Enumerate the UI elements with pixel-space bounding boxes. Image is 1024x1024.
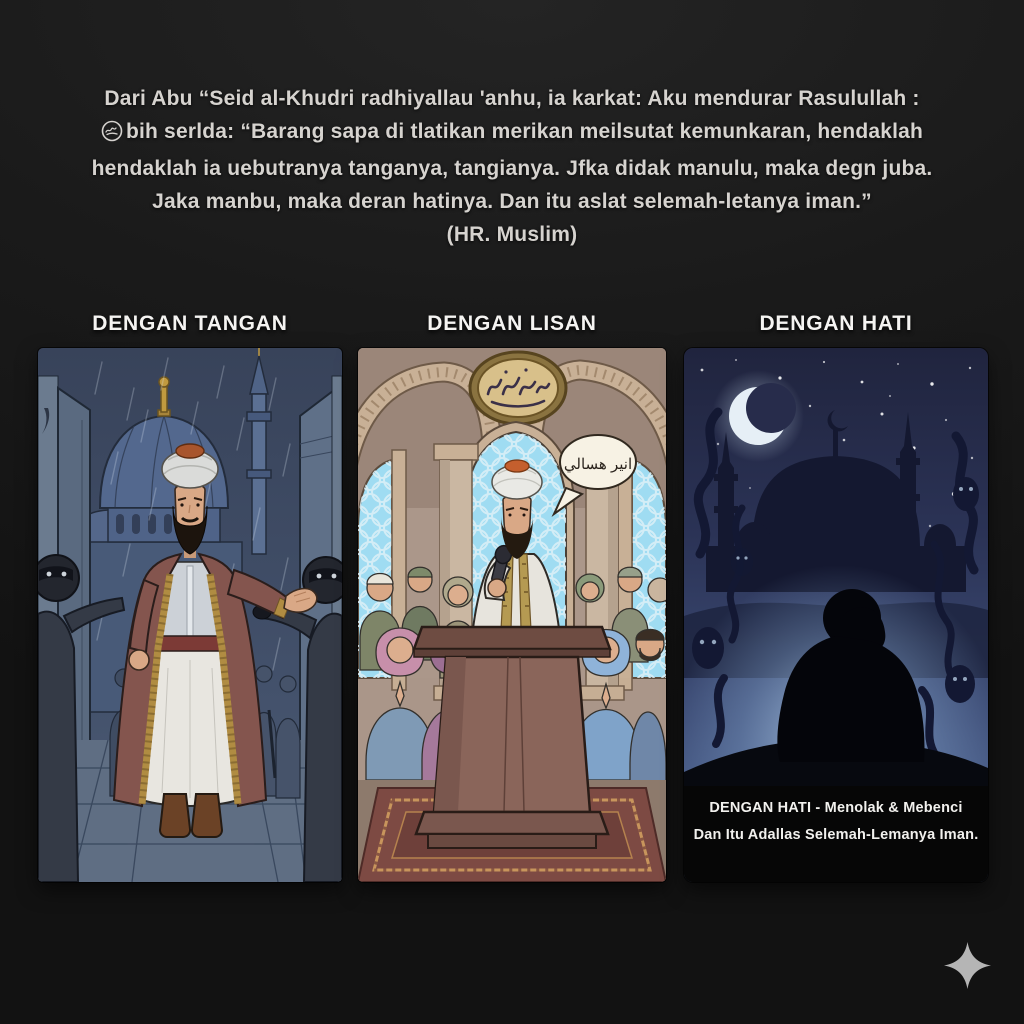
panel-lisan bbox=[358, 348, 666, 882]
panel-header-lisan: DENGAN LISAN bbox=[427, 312, 597, 335]
hati-caption bbox=[684, 795, 988, 849]
panel-header-tangan: DENGAN TANGAN bbox=[92, 312, 288, 335]
hadith-line-1: Dari Abu “Seid al-Khudri radhiyallau 'anhu, ia karkat: Aku mendurar Rasulullah : bbox=[104, 87, 920, 110]
hadith-line-3: hendaklah ia uebutranya tanganya, tangianya. Jfka didak manulu, maka degn juba. bbox=[91, 157, 933, 180]
hadith-line-4: Jaka manbu, maka deran hatinya. Dan itu aslat selemah-letanya iman.” bbox=[152, 190, 872, 213]
sparkle-icon bbox=[944, 942, 991, 989]
panel-lisan-illustration bbox=[358, 348, 666, 882]
saw-honorific-icon bbox=[101, 119, 123, 152]
hadith-quote bbox=[58, 82, 966, 251]
arabic-calligraphy-medallion bbox=[470, 352, 566, 424]
panel-tangan-illustration bbox=[38, 348, 342, 882]
hadith-line-2: bih serlda: “Barang sapa di tlatikan merikan meilsutat kemunkaran, hendaklah bbox=[58, 115, 966, 152]
panel-hati bbox=[684, 348, 988, 882]
speech-bubble-text: انير هسالي bbox=[563, 456, 633, 473]
hati-caption-line-1: DENGAN HATI - Menolak & Mebenci bbox=[709, 800, 963, 816]
panel-tangan bbox=[38, 348, 342, 882]
hadith-source: (HR. Muslim) bbox=[446, 223, 578, 246]
hati-caption-line-2: Dan Itu Adallas Selemah-Lemanya Iman. bbox=[693, 827, 979, 843]
panel-header-hati: DENGAN HATI bbox=[759, 312, 913, 335]
